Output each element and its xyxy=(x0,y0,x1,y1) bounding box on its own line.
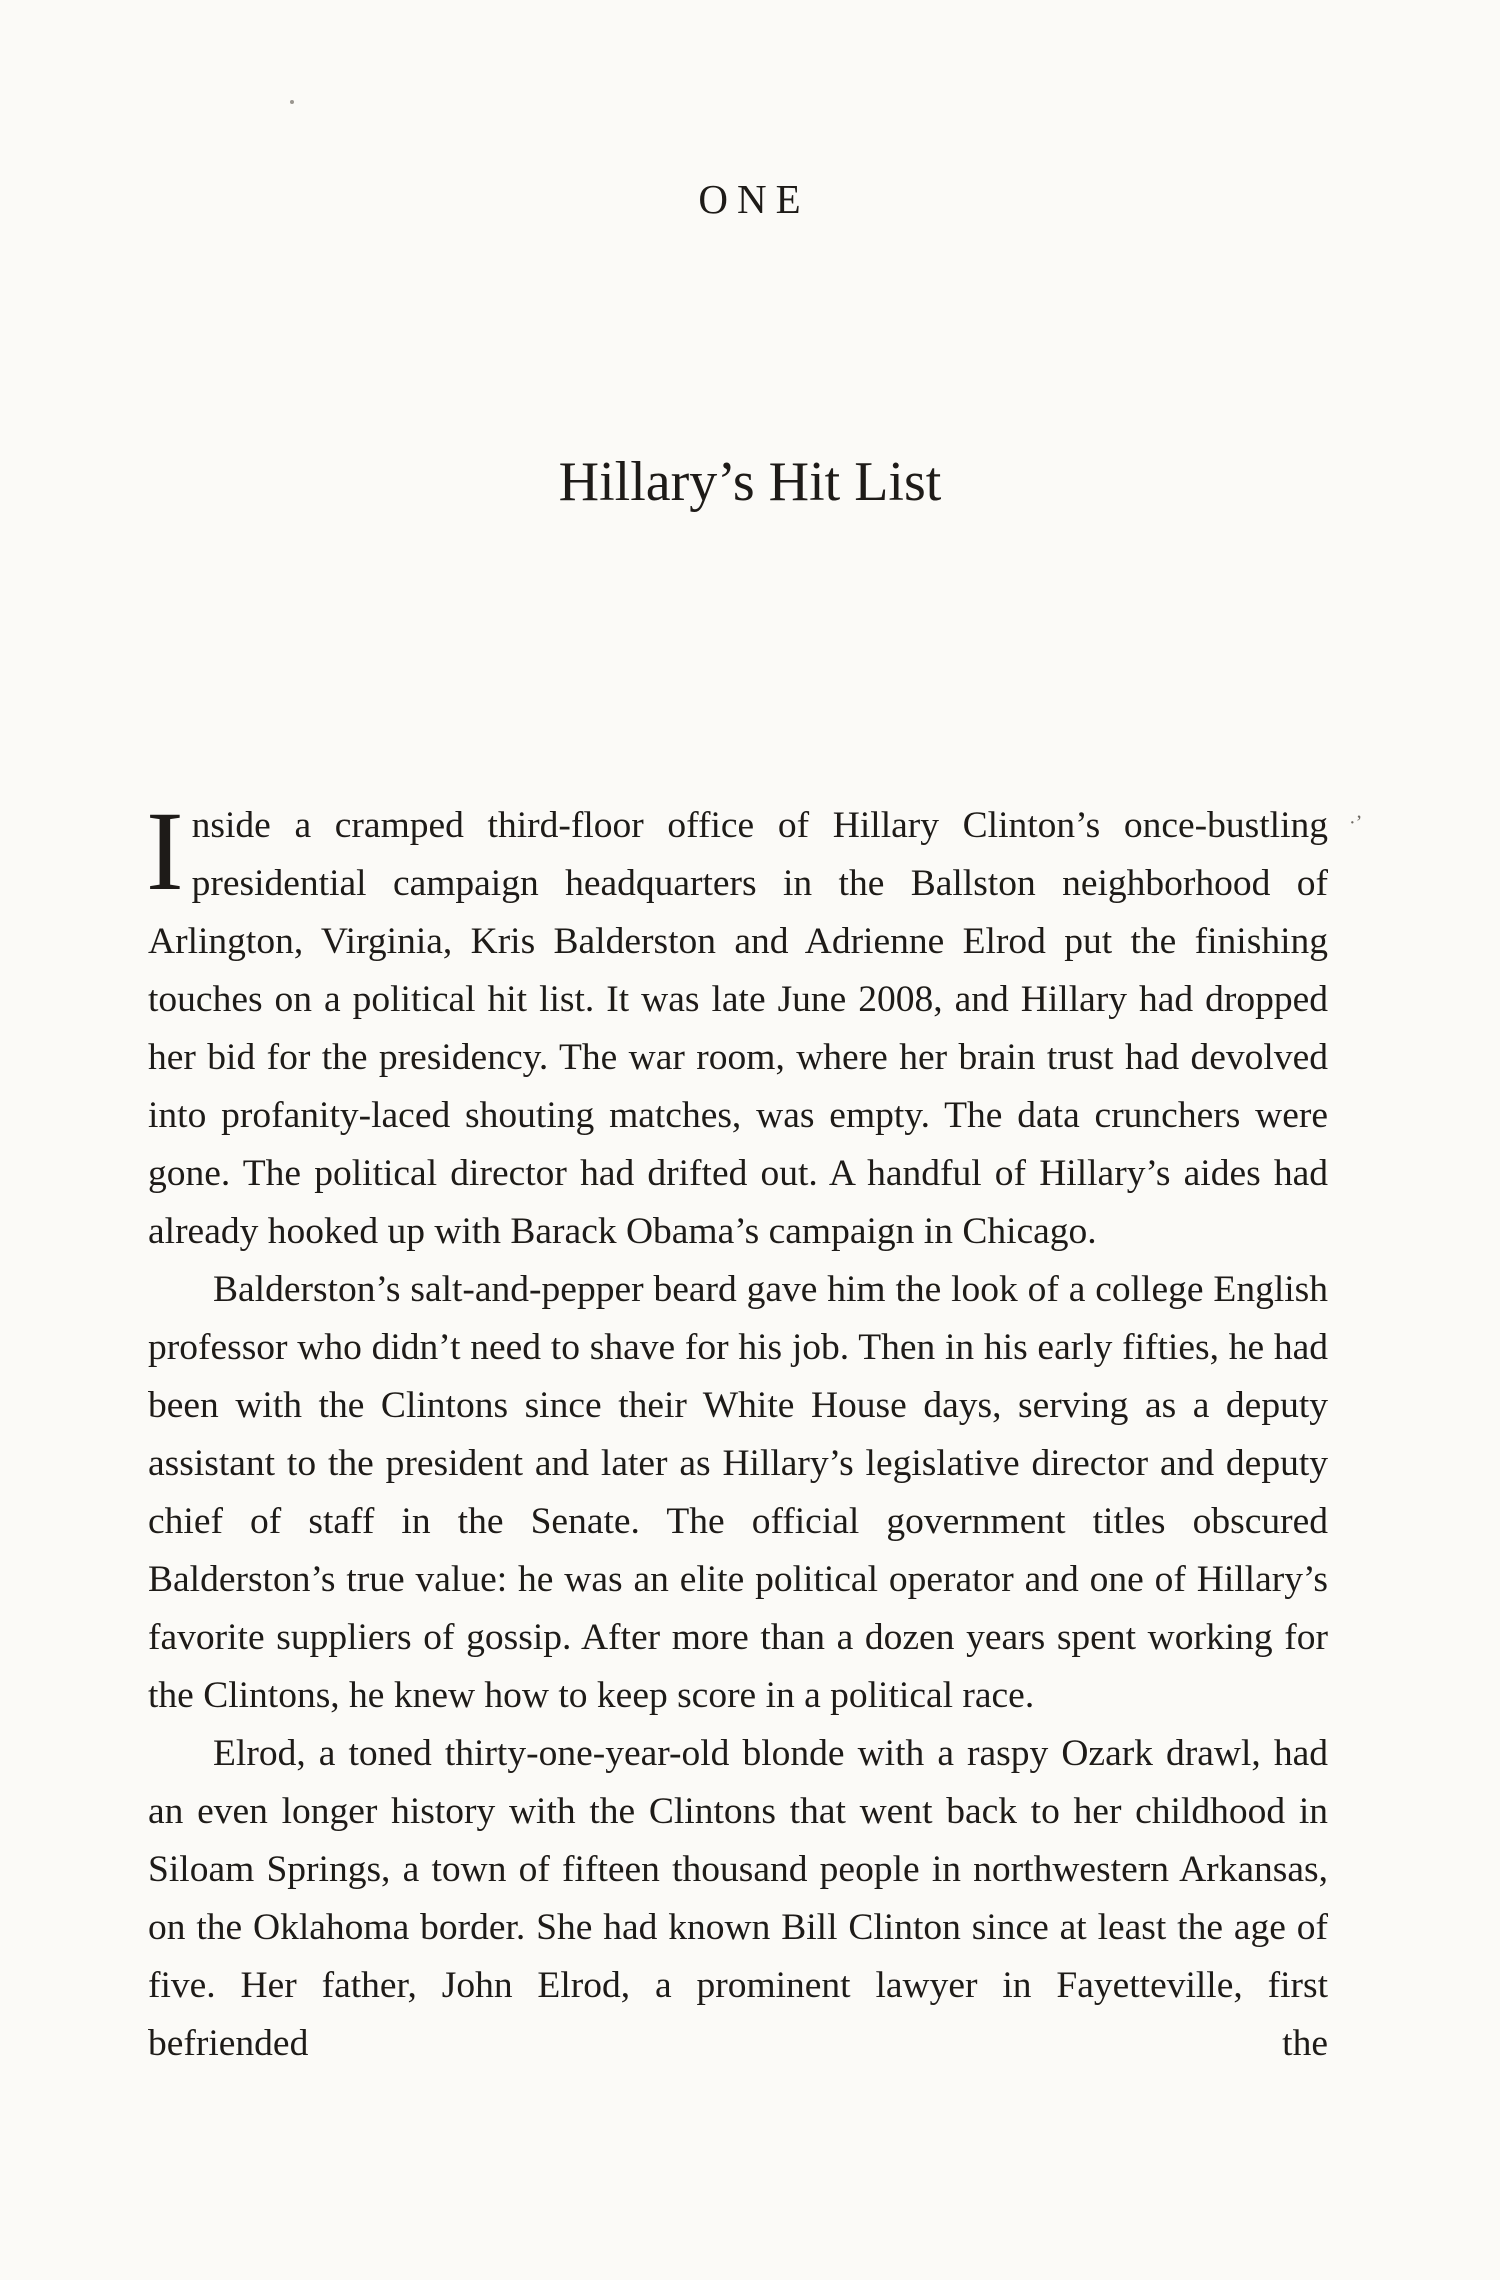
drop-cap: I xyxy=(146,789,184,914)
paragraph-3: Elrod, a toned thirty-one-year-old blonde with a raspy Ozark drawl, had an even longer history with the Clintons that went back to her childhood in Siloam Springs, a town of fifteen thousand people in northwestern Arkansas, on the Oklahoma border. She had known Bill Clinton since at least the age of five. Her father, John Elrod, a prominent lawyer in Fayetteville, first befriended the xyxy=(148,1733,1328,2064)
margin-mark: ·ʼ xyxy=(1349,812,1363,834)
paragraph-1-text: nside a cramped third-floor office of Hillary Clinton’s once-bustling presidential campaign headquarters in the Ballston neighborhood of Arlington, Virginia, Kris Balderston and Adrienne Elrod put the finishing touches on a political hit list. It was late June 2008, and Hillary had dropped her bid for the presidency. The war room, where her brain trust had devolved into profanity-laced shouting matches, was empty. The data crunchers were gone. The political director had drifted out. A handful of Hillary’s aides had already hooked up with Barack Obama’s campaign in Chicago. xyxy=(148,805,1328,1252)
paper-speck xyxy=(290,100,294,104)
chapter-title: Hillary’s Hit List xyxy=(558,451,942,513)
paragraph-1 xyxy=(146,789,1328,1261)
paragraph-2: Balderston’s salt-and-pepper beard gave him the look of a college English professor who didn’t need to shave for his job. Then in his early fifties, he had been with the Clintons since their White House days, serving as a deputy assistant to the president and later as Hillary’s legislative director and deputy chief of staff in the Senate. The official government titles obscured Balderston’s true value: he was an elite political operator and one of Hillary’s favorite suppliers of gossip. After more than a dozen years spent working for the Clintons, he knew how to keep score in a political race. xyxy=(148,1269,1328,1716)
chapter-number: ONE xyxy=(698,176,810,222)
chapter-body xyxy=(146,789,1328,2073)
